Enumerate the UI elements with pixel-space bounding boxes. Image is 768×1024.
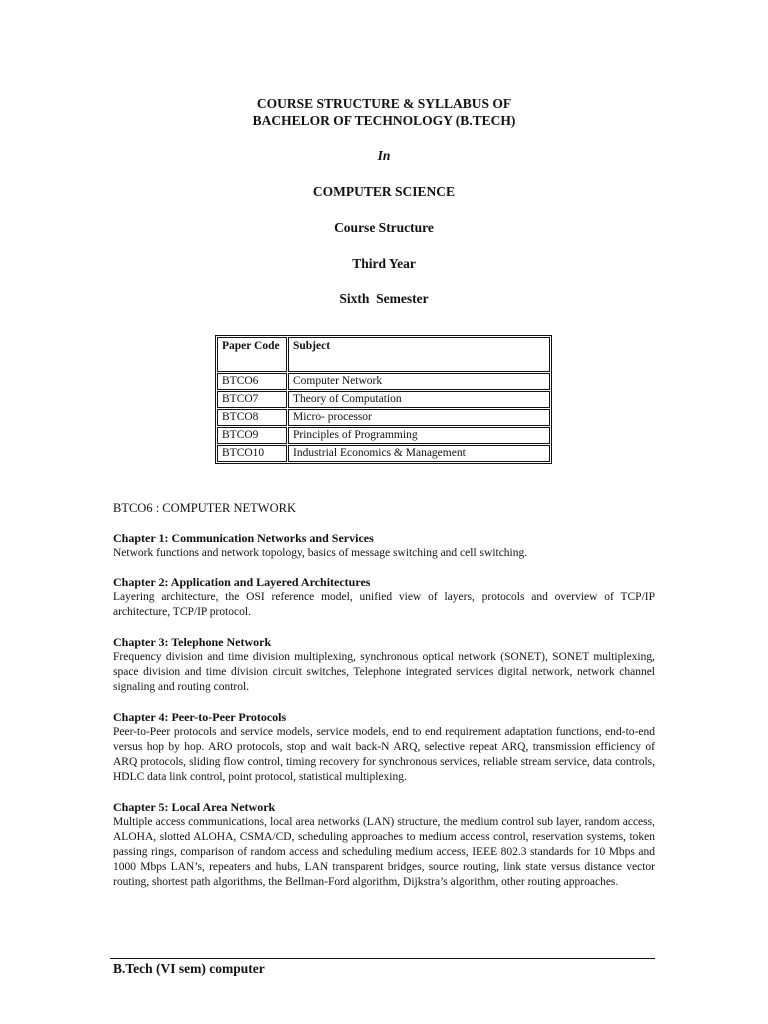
table-row <box>217 409 550 426</box>
footer-divider <box>110 958 655 959</box>
chapter-body: Layering architecture, the OSI reference model, unified view of layers, protocols and overview of TCP/IP architecture, TCP/IP protocol. <box>113 591 655 618</box>
paper-code-cell: BTCO8 <box>217 409 287 426</box>
page-footer: B.Tech (VI sem) computer <box>113 961 265 976</box>
chapter-title: Chapter 4: Peer-to-Peer Protocols <box>113 710 287 724</box>
paper-code-cell: BTCO6 <box>217 373 287 390</box>
chapter-body: Frequency division and time division multiplexing, synchronous optical network (SONET), SONET multiplexing, space division and time division circuit switches, Telephone integrated services digital network, network channel signaling and routing control. <box>113 651 655 693</box>
subject-cell: Industrial Economics & Management <box>288 445 550 462</box>
chapter-body: Network functions and network topology, basics of message switching and cell switching. <box>113 547 528 559</box>
subject-cell: Theory of Computation <box>288 391 550 408</box>
subject-cell: Principles of Programming <box>288 427 550 444</box>
chapter-5 <box>113 800 655 890</box>
department-title: COMPUTER SCIENCE <box>312 184 456 199</box>
chapter-body: Peer-to-Peer protocols and service models, service models, end to end requirement adaptation functions, end-to-end versus hop by hop. ARO protocols, stop and wait back-N ARQ, selective repeat ARQ, transmission efficiency of ARQ protocols, sliding flow control, timing recovery for synchronous services, reliable stream service, data controls, HDLC data link control, point protocol, statistical multiplexing. <box>113 726 655 783</box>
paper-code-cell: BTCO7 <box>217 391 287 408</box>
table-row <box>217 445 550 462</box>
subject-cell: Computer Network <box>288 373 550 390</box>
chapter-4 <box>113 710 655 785</box>
col-header-paper-code: Paper Code <box>217 337 287 372</box>
chapter-title: Chapter 5: Local Area Network <box>113 800 276 814</box>
subject-cell: Micro- processor <box>288 409 550 426</box>
chapter-title: Chapter 3: Telephone Network <box>113 635 272 649</box>
col-header-subject: Subject <box>288 337 550 372</box>
chapter-2 <box>113 575 655 620</box>
table-row <box>217 427 550 444</box>
chapter-title: Chapter 2: Application and Layered Architectures <box>113 575 371 589</box>
chapter-title: Chapter 1: Communication Networks and Services <box>113 531 374 545</box>
course-structure-heading: Course Structure <box>334 220 434 235</box>
paper-code-cell: BTCO10 <box>217 445 287 462</box>
year-heading: Third Year <box>352 256 416 271</box>
paper-code-cell: BTCO9 <box>217 427 287 444</box>
semester-heading: Sixth Semester <box>339 291 429 306</box>
doc-title-line2: BACHELOR OF TECHNOLOGY (B.TECH) <box>252 113 516 128</box>
table-header-row <box>217 337 550 372</box>
course-table <box>215 335 552 464</box>
table-row <box>217 391 550 408</box>
chapter-body: Multiple access communications, local area networks (LAN) structure, the medium control sub layer, random access, ALOHA, slotted ALOHA, CSMA/CD, scheduling approaches to medium access control, reservation systems, token passing rings, comparison of random access and scheduling medium access, IEEE 802.3 standards for 10 Mbps and 1000 Mbps LAN’s, repeaters and hubs, LAN transparent bridges, source routing, link state versus distance vector routing, shortest path algorithms, the Bellman-Ford algorithm, Dijkstra’s algorithm, other routing approaches. <box>113 816 655 888</box>
table-row <box>217 373 550 390</box>
chapter-1 <box>113 531 655 561</box>
section-title: BTCO6 : COMPUTER NETWORK <box>113 501 296 515</box>
chapter-3 <box>113 635 655 695</box>
doc-title-in: In <box>377 148 391 163</box>
doc-title-line1: COURSE STRUCTURE & SYLLABUS OF <box>256 96 512 111</box>
